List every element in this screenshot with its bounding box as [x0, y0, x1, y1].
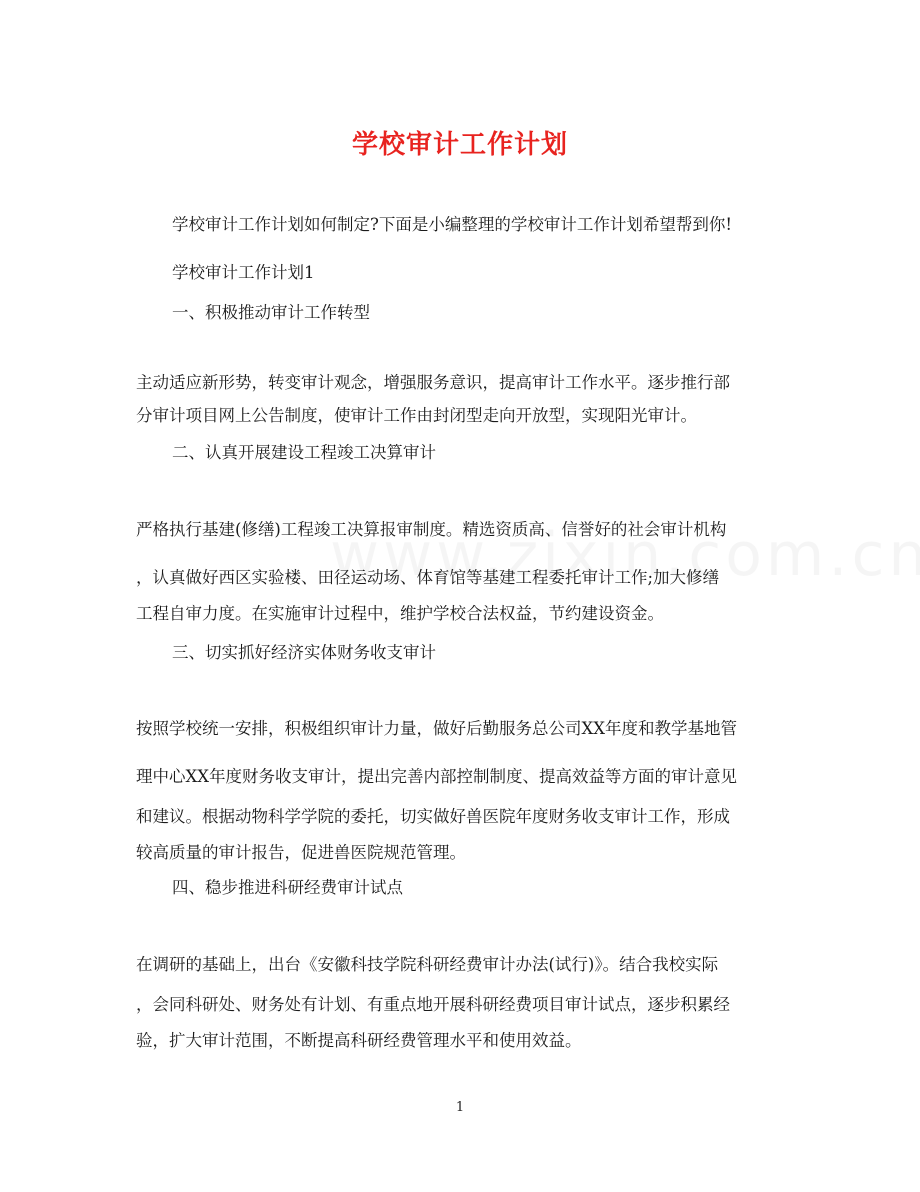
- section-heading: 二、认真开展建设工程竣工决算审计: [172, 443, 436, 462]
- paragraph-line: ，会同科研处、财务处有计划、有重点地开展科研经费项目审计试点，逐步积累经: [136, 995, 730, 1014]
- paragraph-line: 工程自审力度。在实施审计过程中，维护学校合法权益，节约建设资金。: [136, 604, 664, 623]
- paragraph-line: 严格执行基建(修缮)工程竣工决算报审制度。精选资质高、信誉好的社会审计机构: [136, 520, 727, 539]
- section-subtitle: 学校审计工作计划1: [172, 263, 315, 282]
- paragraph-line: 和建议。根据动物科学学院的委托，切实做好兽医院年度财务收支审计工作，形成: [136, 807, 730, 826]
- paragraph-line: 验，扩大审计范围，不断提高科研经费管理水平和使用效益。: [136, 1031, 582, 1050]
- section-heading: 三、切实抓好经济实体财务收支审计: [172, 643, 436, 662]
- intro-paragraph: 学校审计工作计划如何制定?下面是小编整理的学校审计工作计划希望帮到你!: [172, 215, 732, 234]
- section-heading: 四、稳步推进科研经费审计试点: [172, 878, 403, 897]
- paragraph-line: 分审计项目网上公告制度，使审计工作由封闭型走向开放型，实现阳光审计。: [136, 406, 697, 425]
- page-number: 1: [455, 1100, 465, 1115]
- paragraph-line: ，认真做好西区实验楼、田径运动场、体育馆等基建工程委托审计工作;加大修缮: [136, 568, 720, 587]
- paragraph-line: 理中心XX年度财务收支审计，提出完善内部控制制度、提高效益等方面的审计意见: [136, 767, 737, 786]
- paragraph-line: 较高质量的审计报告，促进兽医院规范管理。: [136, 843, 466, 862]
- page-title: 学校审计工作计划: [351, 130, 568, 160]
- section-heading: 一、积极推动审计工作转型: [172, 303, 370, 322]
- paragraph-line: 在调研的基础上，出台《安徽科技学院科研经费审计办法(试行)》。结合我校实际: [136, 955, 719, 974]
- paragraph-line: 主动适应新形势，转变审计观念，增强服务意识，提高审计工作水平。逐步推行部: [136, 373, 730, 392]
- paragraph-line: 按照学校统一安排，积极组织审计力量，做好后勤服务总公司XX年度和教学基地管: [136, 719, 737, 738]
